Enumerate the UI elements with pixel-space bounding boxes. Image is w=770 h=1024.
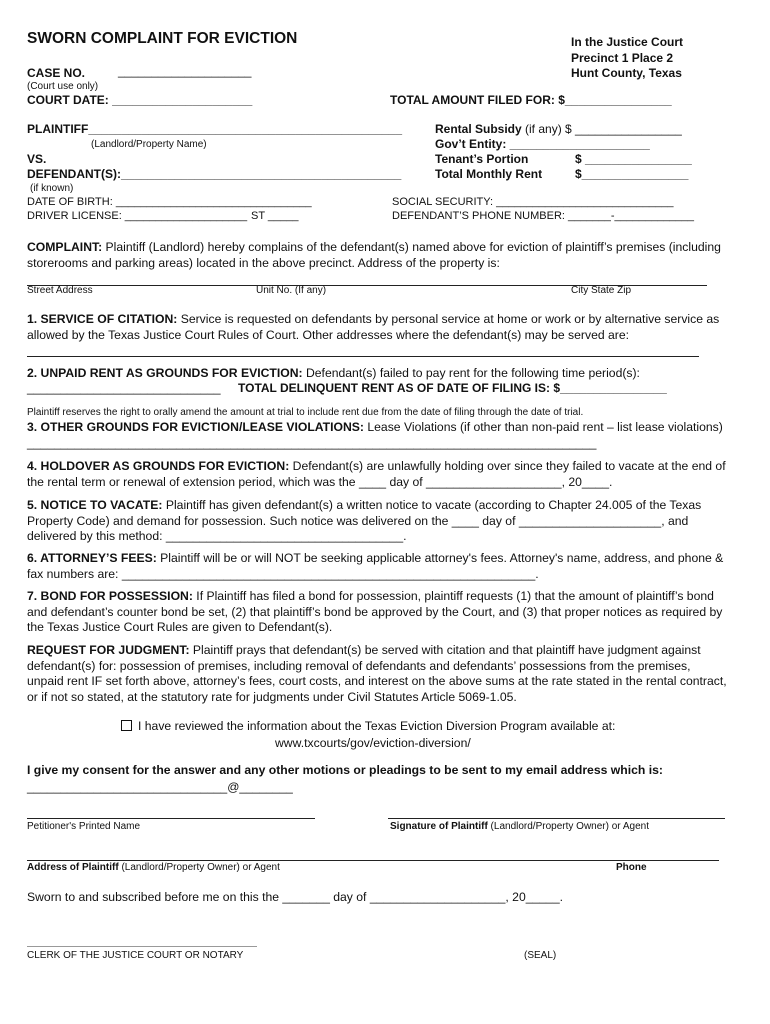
address-caption-bold: Address of Plaintiff xyxy=(27,862,119,873)
signature-caption-bold: Signature of Plaintiff xyxy=(390,821,488,832)
section-5-heading: 5. NOTICE TO VACATE: xyxy=(27,498,163,512)
printed-name-caption: Petitioner's Printed Name xyxy=(27,821,141,832)
complaint-text: Plaintiff (Landlord) hereby complains of the defendant(s) named above for eviction of plaintiff’s premises (including storerooms and parking areas) located in the above precinct. Address of the property is: xyxy=(27,240,721,270)
if-known-caption: (if known) xyxy=(30,183,74,194)
email-consent-text: I give my consent for the answer and any other motions or pleadings to be sent to my email address which is: xyxy=(27,763,663,777)
total-amount-field[interactable]: TOTAL AMOUNT FILED FOR: $________________ xyxy=(390,93,672,107)
section-6-text: Plaintiff will be or will NOT be seeking applicable attorney's fees. Attorney's name, address, and phone & fax numbers are: _____________________________________________________________. xyxy=(27,551,724,581)
plaintiff-address-caption xyxy=(27,862,280,873)
section-1-text: Service is requested on defendants by personal service at home or work or by alternative service as allowed by the Texas Justice Court Rules of Court. Other addresses where the defendant(s) may be served are: xyxy=(27,312,720,342)
section-6-heading: 6. ATTORNEY’S FEES: xyxy=(27,551,157,565)
request-for-judgment xyxy=(27,643,727,705)
street-address-caption: Street Address xyxy=(27,285,93,296)
section-2-heading: 2. UNPAID RENT AS GROUNDS FOR EVICTION: xyxy=(27,366,303,380)
total-monthly-rent-field[interactable]: $________________ xyxy=(575,167,689,181)
vs-label: VS. xyxy=(27,152,47,166)
section-3-text: Lease Violations (if other than non-paid rent – list lease violations) ____________________________________________________________________________________ xyxy=(27,420,723,450)
section-7-text: If Plaintiff has filed a bond for possession, plaintiff requests (1) that the amount of plaintiff’s bond and defendant’s counter bond be set, (2) that plaintiff’s bond be approved by the Court, and (3) that proper notices as required by the Texas Justice Court Rules are given to Defendant(s). xyxy=(27,589,723,634)
section-other-grounds xyxy=(27,420,727,451)
section-attorney-fees xyxy=(27,551,727,582)
section-2-text: Defendant(s) failed to pay rent for the following time period(s): xyxy=(302,366,640,380)
court-name: In the Justice Court xyxy=(571,35,684,49)
total-delinquent-rent-field[interactable]: TOTAL DELINQUENT RENT AS OF DATE OF FILING IS: $________________ xyxy=(238,381,667,395)
section-service-of-citation xyxy=(27,312,727,343)
court-precinct: Precinct 1 Place 2 xyxy=(571,51,674,65)
driver-license-state-field[interactable]: ST _____ xyxy=(251,210,299,222)
section-5-text: Plaintiff has given defendant(s) a written notice to vacate (according to Chapter 24.005 of the Texas Property Code) and demand for possession. Such notice was delivered on the ____ day of _____________________, and delivered by this method: ___________________________________. xyxy=(27,498,702,543)
rental-subsidy-blank: (if any) $ ________________ xyxy=(521,122,682,136)
plaintiff-signature-caption xyxy=(390,821,649,832)
section-bond-for-possession xyxy=(27,589,727,636)
rental-subsidy-field[interactable] xyxy=(435,122,682,136)
clerk-caption: CLERK OF THE JUSTICE COURT OR NOTARY xyxy=(27,950,244,961)
diversion-checkbox-label: I have reviewed the information about the Texas Eviction Diversion Program available at: xyxy=(138,719,616,733)
tenant-portion-field[interactable]: $ ________________ xyxy=(575,152,692,166)
complaint-paragraph xyxy=(27,240,727,271)
diversion-checkbox-row[interactable] xyxy=(121,719,615,733)
city-state-zip-caption: City State Zip xyxy=(571,285,632,296)
section-4-heading: 4. HOLDOVER AS GROUNDS FOR EVICTION: xyxy=(27,459,290,473)
clerk-signature-line[interactable] xyxy=(27,946,257,947)
section-notice-to-vacate xyxy=(27,498,727,545)
phone-caption: Phone xyxy=(616,862,647,873)
email-field[interactable]: ______________________________@________ xyxy=(27,780,293,794)
court-date-field[interactable]: COURT DATE: _____________________ xyxy=(27,93,253,107)
driver-license-field[interactable]: DRIVER LICENSE: ____________________ xyxy=(27,210,248,222)
tenant-portion-label: Tenant’s Portion xyxy=(435,152,529,166)
rental-subsidy-label: Rental Subsidy xyxy=(435,122,522,136)
section-4-text: Defendant(s) are unlawfully holding over since they failed to vacate at the end of the rental term or renewal of extension period, which was the ____ day of ____________________, 20____. xyxy=(27,459,726,489)
seal-caption: (SEAL) xyxy=(524,950,557,961)
form-title: SWORN COMPLAINT FOR EVICTION xyxy=(27,30,298,47)
section-7-heading: 7. BOND FOR POSSESSION: xyxy=(27,589,193,603)
alternate-address-line[interactable] xyxy=(27,356,699,357)
sworn-statement[interactable]: Sworn to and subscribed before me on this the _______ day of ____________________, 20_____. xyxy=(27,890,563,904)
defendants-field[interactable]: DEFENDANT(S):__________________________________________ xyxy=(27,167,402,181)
printed-name-line[interactable] xyxy=(27,818,315,819)
dob-field[interactable]: DATE OF BIRTH: ________________________________ xyxy=(27,196,312,208)
rent-period-field[interactable]: _____________________________ xyxy=(27,381,221,395)
request-heading: REQUEST FOR JUDGMENT: xyxy=(27,643,190,657)
section-unpaid-rent xyxy=(27,366,727,382)
amend-note: Plaintiff reserves the right to orally amend the amount at trial to include rent due from the date of filing through the date of trial. xyxy=(27,407,584,418)
address-caption-rest: (Landlord/Property Owner) or Agent xyxy=(118,862,280,873)
unit-no-caption: Unit No. (If any) xyxy=(256,285,327,296)
defendant-phone-field[interactable]: DEFENDANT’S PHONE NUMBER: _______-_____________ xyxy=(392,210,695,222)
court-use-note: (Court use only) xyxy=(27,81,99,92)
plaintiff-address-line[interactable] xyxy=(27,860,719,861)
case-no-label: CASE NO. xyxy=(27,66,86,80)
social-security-field[interactable]: SOCIAL SECURITY: _____________________________ xyxy=(392,196,674,208)
total-monthly-rent-label: Total Monthly Rent xyxy=(435,167,543,181)
plaintiff-signature-line[interactable] xyxy=(388,818,725,819)
section-holdover xyxy=(27,459,727,490)
diversion-checkbox[interactable] xyxy=(121,720,132,731)
section-1-heading: 1. SERVICE OF CITATION: xyxy=(27,312,178,326)
complaint-heading: COMPLAINT: xyxy=(27,240,103,254)
court-county: Hunt County, Texas xyxy=(571,66,682,80)
govt-entity-field[interactable]: Gov’t Entity: _____________________ xyxy=(435,137,650,151)
case-no-field[interactable]: ____________________ xyxy=(118,64,252,78)
request-text: Plaintiff prays that defendant(s) be served with citation and that plaintiff have judgment against defendant(s) for: possession of premises, including removal of defendants and defendants’ possessions from the premises, unpaid rent IF set forth above, attorney’s fees, court costs, and interest on the above sums at the rate stated in the rental contract, or if not so stated, at the statutory rate for judgments under Civil Statutes Article 5069-1.05. xyxy=(27,643,727,704)
section-3-heading: 3. OTHER GROUNDS FOR EVICTION/LEASE VIOLATIONS: xyxy=(27,420,364,434)
signature-caption-rest: (Landlord/Property Owner) or Agent xyxy=(487,821,649,832)
diversion-url: www.txcourts/gov/eviction-diversion/ xyxy=(275,736,471,750)
plaintiff-field[interactable]: PLAINTIFF_______________________________________________ xyxy=(27,122,402,136)
landlord-name-caption: (Landlord/Property Name) xyxy=(91,139,207,150)
